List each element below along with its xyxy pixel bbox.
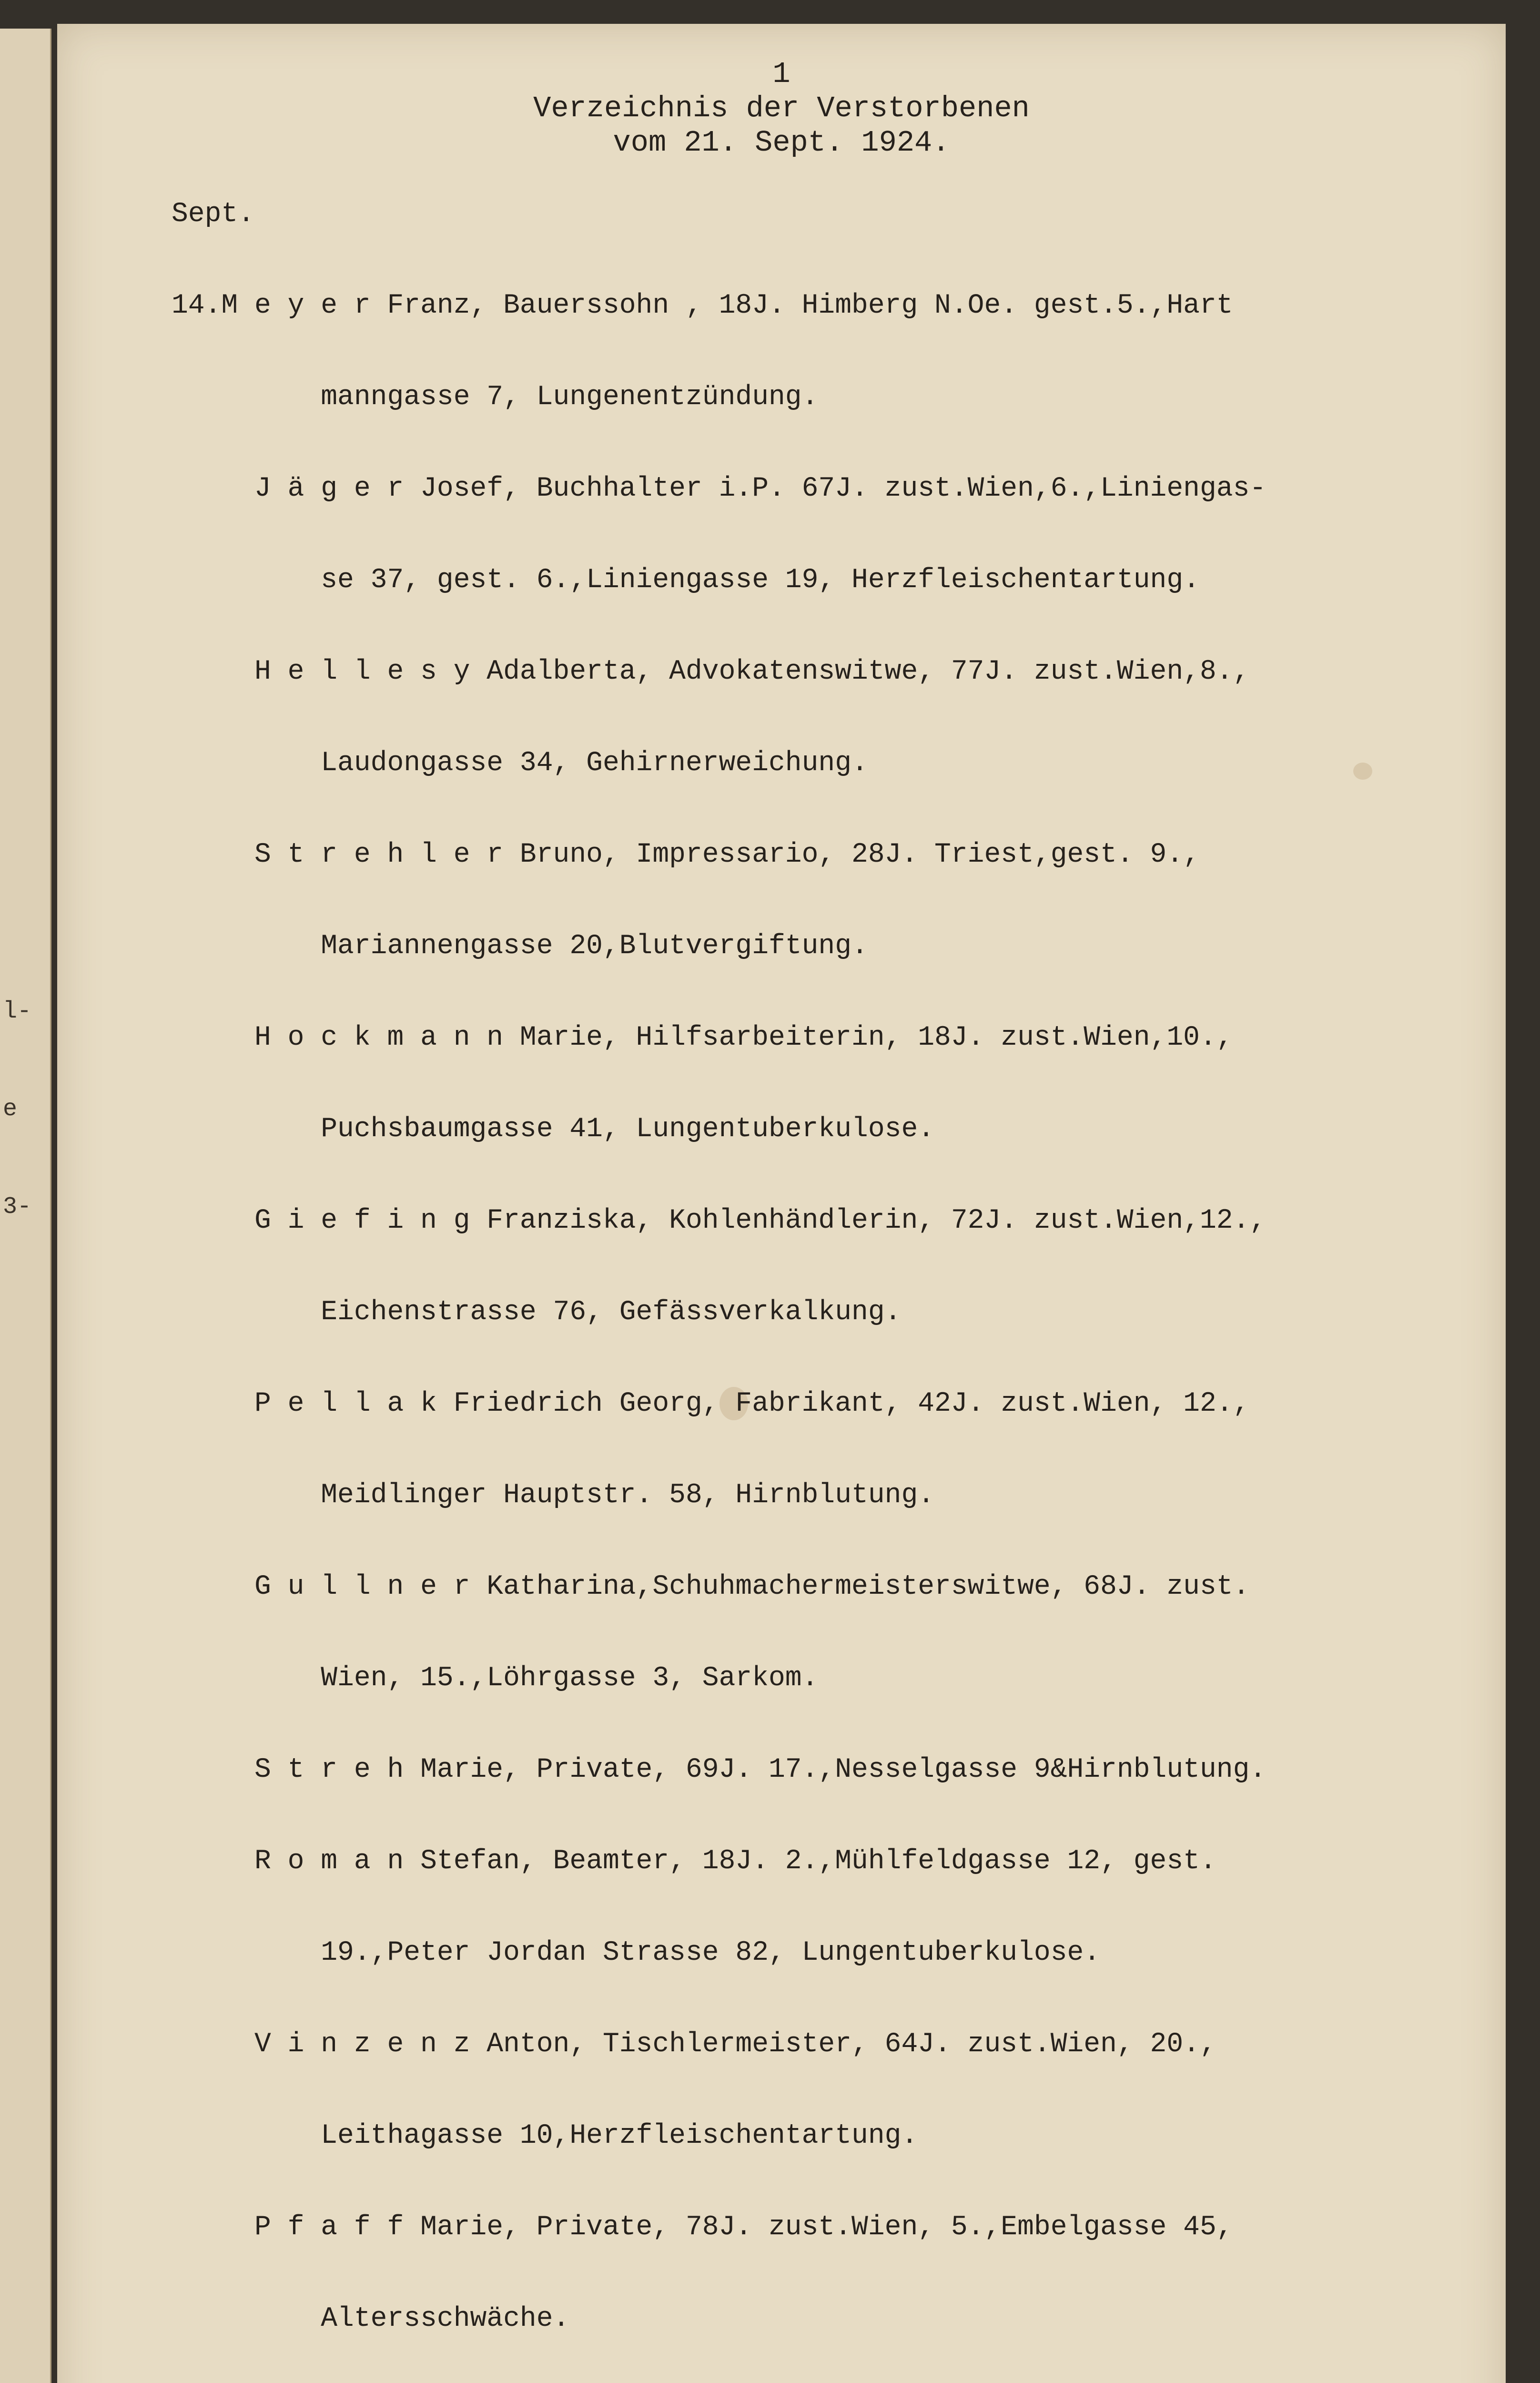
page-subtitle: vom 21. Sept. 1924.: [613, 126, 950, 160]
text-line: P e l l a k Friedrich Georg, Fabrikant, 42J. zust.Wien, 12.,: [172, 1388, 1250, 1419]
text-line: 19.,Peter Jordan Strasse 82, Lungentuberkulose.: [172, 1937, 1101, 1968]
text-line: Wien, 15.,Löhrgasse 3, Sarkom.: [172, 1663, 819, 1694]
text-line: G i e f i n g Franziska, Kohlenhändlerin, 72J. zust.Wien,12.,: [172, 1205, 1266, 1236]
text-line: H o c k m a n n Marie, Hilfsarbeiterin, 18J. zust.Wien,10.,: [172, 1022, 1233, 1053]
text-line: manngasse 7, Lungenentzündung.: [172, 382, 819, 413]
text-line: S t r e h Marie, Private, 69J. 17.,Nesselgasse 9&Hirnblutung.: [172, 1754, 1266, 1785]
text-line: G u l l n e r Katharina,Schuhmachermeisterswitwe, 68J. zust.: [172, 1571, 1250, 1602]
margin-mark: l-: [3, 998, 32, 1025]
text-line: P f a f f Marie, Private, 78J. zust.Wien, 5.,Embelgasse 45,: [172, 2212, 1233, 2243]
document-body: [172, 138, 1496, 2383]
previous-page-edge: [0, 29, 51, 2383]
previous-page-margin-text: [3, 963, 31, 1256]
text-line: 14.M e y e r Franz, Bauerssohn , 18J. Himberg N.Oe. gest.5.,Hart: [172, 290, 1233, 321]
text-line: Puchsbaumgasse 41, Lungentuberkulose.: [172, 1114, 935, 1145]
text-line: Altersschwäche.: [172, 2303, 570, 2334]
text-line: Leithagasse 10,Herzfleischentartung.: [172, 2120, 918, 2151]
page-number: 1: [772, 57, 790, 91]
text-line: R o m a n Stefan, Beamter, 18J. 2.,Mühlfeldgasse 12, gest.: [172, 1846, 1216, 1877]
text-line: Laudongasse 34, Gehirnerweichung.: [172, 748, 868, 779]
margin-mark: 3-: [3, 1193, 32, 1221]
text-line: V i n z e n z Anton, Tischlermeister, 64J. zust.Wien, 20.,: [172, 2029, 1216, 2060]
document-page: [57, 24, 1506, 2383]
margin-mark: e: [3, 1096, 18, 1123]
text-line: S t r e h l e r Bruno, Impressario, 28J. Triest,gest. 9.,: [172, 839, 1200, 870]
text-line: se 37, gest. 6.,Liniengasse 19, Herzfleischentartung.: [172, 565, 1200, 596]
text-line: Sept.: [172, 199, 255, 230]
text-line: Mariannengasse 20,Blutvergiftung.: [172, 931, 868, 962]
text-line: J ä g e r Josef, Buchhalter i.P. 67J. zust.Wien,6.,Liniengas-: [172, 473, 1266, 504]
text-line: H e l l e s y Adalberta, Advokatenswitwe, 77J. zust.Wien,8.,: [172, 656, 1250, 687]
text-line: Eichenstrasse 76, Gefässverkalkung.: [172, 1297, 902, 1328]
text-line: Meidlinger Hauptstr. 58, Hirnblutung.: [172, 1480, 935, 1511]
page-title: Verzeichnis der Verstorbenen: [533, 92, 1030, 125]
